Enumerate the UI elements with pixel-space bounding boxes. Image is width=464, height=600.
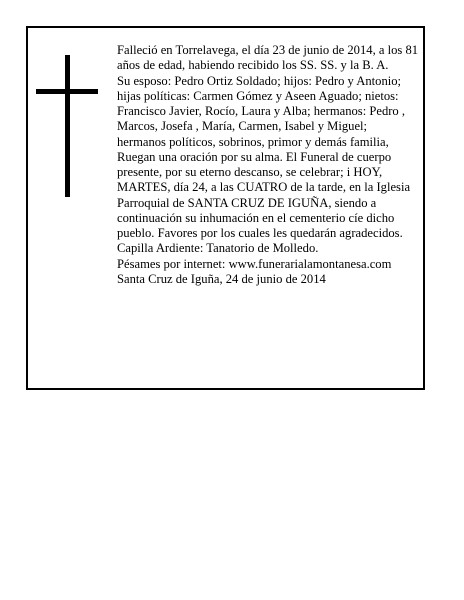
latin-cross-icon	[36, 55, 98, 197]
death-announcement: Falleció en Torrelavega, el día 23 de junio de 2014, a los 81 años de edad, habiendo recibido los SS. SS. y la B. A.	[117, 43, 419, 73]
obituary-notice	[26, 26, 425, 390]
notice-text	[117, 43, 419, 287]
cross-horizontal-bar	[36, 89, 98, 94]
place-and-date: Santa Cruz de Iguña, 24 de junio de 2014	[117, 271, 326, 286]
cross-vertical-bar	[65, 55, 70, 197]
family-list: Su esposo: Pedro Ortiz Soldado; hijos: Pedro y Antonio; hijas políticas: Carmen Gómez y Aseen Aguado; nietos: Francisco Javier, Rocío, Laura y Alba; hermanos: Pedro , Marcos, Josefa , María, Carmen, Isabel y Miguel; hermanos políticos, sobrinos, primor y demás familia,	[117, 73, 406, 149]
condolences-website: Pésames por internet: www.funerarialamontanesa.com	[117, 256, 392, 271]
funeral-details: Ruegan una oración por su alma. El Funeral de cuerpo presente, por su eterno descanso, se celebrar; i HOY, MARTES, día 24, a las CUATRO de la tarde, en la Iglesia Parroquial de SANTA CRUZ DE IGUÑA, siendo a continuación su inhumación en el cementerio cíe dicho pueblo. Favores por los cuales les quedarán agradecidos. Capilla Ardiente: Tanatorio de Molledo.	[117, 149, 411, 256]
